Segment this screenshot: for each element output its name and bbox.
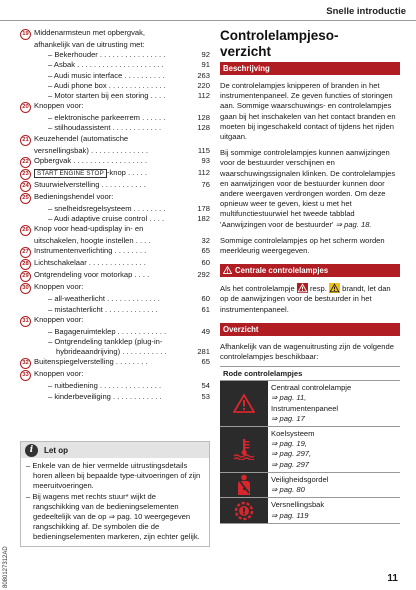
toc-row [20,71,210,81]
item-number-badge: 27 [20,247,31,258]
toc-page-ref[interactable]: 92 [201,50,210,60]
item-number-badge: 30 [20,283,31,294]
header-divider [0,20,416,21]
toc-page-ref[interactable]: 93 [201,155,210,165]
toc-row [20,60,210,70]
item-number-badge: 28 [20,259,31,270]
red-warning-icon [297,283,308,293]
info-icon: i [25,444,38,457]
paragraph: Afhankelijk van de wagenuitrusting zijn de volgende controlelampjes beschikbaar: [220,341,394,362]
toc-label: – Asbak . . . . . . . . . . . . . . . . . . . . . [48,60,164,70]
toc-row [20,146,210,156]
toc-label: START ENGINE STOP -knop . . . . . [34,168,188,179]
toc-label: Knoppen voor: [34,282,84,292]
item-number-badge: 19 [20,29,31,40]
paragraph: Als het controlelampje resp. brandt, let dan op de aanwijzingen voor de bestuurder in het instrumentenpaneel. [220,284,391,314]
toc-row [20,357,210,369]
page-ref-link[interactable]: ⇒ pag. 297 [271,459,310,469]
toc-label: – Audi adaptive cruise control . . . . [48,214,165,224]
toc-row [20,204,210,214]
paragraph: Bij sommige controlelampjes kunnen aanwijzingen voor de bestuurder verschijnen en waarschuwingssignalen klinken. De controlelampjes en aanwijzingen voor de bestuurder kunnen door andere weergaven verdrongen worden. Om deze opnieuw weer te geven, kiest u met het multifunctiestuurwiel het tweede tabblad 'Aanwijzingen voor de bestuurder' ⇒ pag. 18. [220,148,396,229]
toc-row [20,180,210,192]
toc-page-ref[interactable]: 53 [201,391,210,401]
toc-label: – mistachterlicht . . . . . . . . . . . . . [48,304,158,314]
toc-row [20,113,210,123]
note-header [21,442,209,458]
toc-page-ref[interactable]: 220 [197,80,210,90]
toc-page-ref[interactable]: 178 [197,203,210,213]
start-engine-stop-button-label: START ENGINE STOP [34,169,107,178]
toc-label: – Bekerhouder . . . . . . . . . . . . . . . . [48,50,166,60]
note-title: Let op [44,445,68,455]
toc-label: uitschakelen, hoogte instellen . . . . [34,236,151,246]
toc-row [20,282,210,294]
paragraph: De controlelampjes knipperen of branden in het instrumentenpaneel. Ze geven functies of storingen aan. Sommige waarschuwings- en controlelampjes gaan bij het inschakelen van het contact branden en moeten bij ingeschakeld contact of tijdens het rijden uitgaan. [220,81,396,142]
toc-page-ref[interactable]: 263 [197,70,210,80]
toc-page-ref[interactable]: 112 [197,91,210,101]
indicator-label: Centraal controlelampje [271,383,352,393]
toc-row [20,392,210,402]
toc-row [20,258,210,270]
indicator-label: Koelsysteem [271,429,315,439]
toc-label: Knop voor head-updisplay in- en [34,224,144,234]
item-number-badge: 22 [20,157,31,168]
toc-row [20,381,210,391]
gearbox-icon [220,498,268,522]
toc-page-ref[interactable]: 60 [201,258,210,268]
section-bar-overview: Overzicht [220,323,400,336]
page-header [0,0,416,20]
toc-page-ref[interactable]: 60 [201,294,210,304]
item-number-badge: 26 [20,225,31,236]
page-ref-link[interactable]: ⇒ pag. 19, [271,439,307,449]
note-body [21,458,209,546]
toc-row [20,347,210,357]
toc-label: Middenarmsteun met opbergvak, [34,28,146,37]
page-ref-link[interactable]: ⇒ pag. 11, [271,393,307,403]
toc-page-ref[interactable]: 281 [197,347,210,357]
toc-label: Buitenspiegelverstelling . . . . . . . . [34,357,148,367]
toc-row [20,91,210,101]
toc-label: versnellingsbak) . . . . . . . . . . . . . . [34,145,148,155]
toc-row [20,28,210,40]
item-number-badge: 29 [20,271,31,282]
warning-triangle-icon [223,266,232,274]
item-number-badge: 21 [20,135,31,146]
item-number-badge: 25 [20,193,31,204]
page-number: 11 [387,573,398,584]
indicator-row [220,381,400,427]
toc-label: Knoppen voor: [34,101,84,111]
toc-page-ref[interactable]: 76 [201,179,210,189]
toc-row [20,294,210,304]
page-ref-link[interactable]: ⇒ pag. 80 [271,485,305,495]
toc-label: – ruitbediening . . . . . . . . . . . . . . . [48,381,162,391]
toc-page-ref[interactable]: 65 [201,246,210,256]
section-bar-central: Centrale controlelampjes [220,264,400,277]
toc-list [20,28,210,402]
toc-label: Stuurwielverstelling . . . . . . . . . . . [34,179,146,189]
toc-label: Lichtschakelaar . . . . . . . . . . . . . . [34,258,146,268]
toc-label: – all-weatherlicht . . . . . . . . . . . . . [48,294,160,304]
indicator-row [220,427,400,473]
toc-row [20,369,210,381]
indicator-table [220,366,400,523]
toc-row [20,156,210,168]
toc-row [20,81,210,91]
toc-label: – snelheidsregelsysteem . . . . . . . . [48,203,166,213]
toc-page-ref[interactable]: 54 [201,381,210,391]
toc-label: afhankelijk van de uitrusting met: [34,40,145,49]
toc-row [20,246,210,258]
toc-label: – Audi phone box . . . . . . . . . . . . . . [48,80,166,90]
toc-row [20,337,210,347]
toc-label: Knoppen voor: [34,369,84,379]
toc-row [20,236,210,246]
side-code: 8080127312AD [3,546,9,588]
page-ref-link[interactable]: ⇒ pag. 18. [335,219,372,229]
toc-label: Ontgrendeling voor motorkap . . . . [34,270,150,280]
table-header: Rode controlelampjes [220,367,400,381]
indicator-row [220,473,400,498]
toc-page-ref[interactable]: 49 [201,326,210,336]
note-item: – Enkele van de hier vermelde uitrustingsdetails horen alleen bij bepaalde type-uitvoeringen of zijn meeruitvoeringen. [26,461,201,491]
toc-row [20,270,210,282]
toc-row [20,50,210,60]
section-bar-description: Beschrijving [220,62,400,75]
toc-label: – stilhoudassistent . . . . . . . . . . . . [48,123,162,133]
page-ref-link[interactable]: ⇒ pag. 297, [271,449,312,459]
toc-label: Instrumentenverlichting . . . . . . . . [34,246,147,256]
toc-page-ref[interactable]: 128 [197,113,210,123]
toc-row [20,101,210,113]
item-number-badge: 20 [20,102,31,113]
yellow-warning-icon [329,283,340,293]
toc-label: – Ontgrendeling tankklep (plug-in- [48,337,163,347]
toc-page-ref[interactable]: 292 [197,270,210,280]
note-box [20,441,210,547]
toc-row [20,168,210,180]
toc-row [20,134,210,146]
toc-page-ref[interactable]: 182 [197,214,210,224]
section-title: Controlelampjeso- verzicht [220,28,339,59]
note-item: – Bij wagens met rechts stuur* wijkt de rangschikking van de bedieningselementen gedeeltelijk van de op ⇒ pag. 10 weergegeven rangschikking af. De symbolen die de bedieningselementen markeren, zijn echter gelijk. [26,491,200,542]
item-number-badge: 33 [20,370,31,381]
warning-triangle-icon [220,381,268,426]
toc-label: – Motor starten bij een storing . . . . [48,91,166,101]
toc-row [20,315,210,327]
toc-row [20,327,210,337]
toc-label: – kinderbeveiliging . . . . . . . . . . . . [48,391,162,401]
toc-page-ref[interactable]: 32 [201,236,210,246]
toc-page-ref[interactable]: 61 [201,304,210,314]
page-ref-link[interactable]: ⇒ pag. 119 [271,510,309,520]
toc-row [20,192,210,204]
toc-page-ref[interactable]: 115 [197,145,210,155]
seatbelt-icon [220,473,268,497]
toc-row [20,214,210,224]
toc-label: Opbergvak . . . . . . . . . . . . . . . . . . [34,155,148,165]
toc-label: – Bagageruimteklep . . . . . . . . . . . . [48,326,167,336]
indicator-label: Veiligheidsgordel [271,474,329,484]
toc-label: – elektronische parkeerrem . . . . . . [48,113,166,123]
toc-row [20,224,210,236]
toc-page-ref[interactable]: 65 [201,357,210,367]
paragraph: Sommige controlelampjes op het scherm worden meerkleurig weergegeven. [220,235,385,256]
right-column [220,28,400,524]
item-number-badge: 23 [20,169,31,180]
header-title: Snelle introductie [326,6,406,17]
toc-page-ref[interactable]: 91 [201,60,210,70]
item-number-badge: 24 [20,181,31,192]
toc-label: – Audi music interface . . . . . . . . . . [48,70,165,80]
page-ref-link[interactable]: ⇒ pag. 17 [271,413,305,423]
coolant-temperature-icon [220,427,268,472]
toc-page-ref[interactable]: 112 [197,167,210,177]
item-number-badge: 31 [20,316,31,327]
toc-label: Bedieningshendel voor: [34,191,114,201]
indicator-label: Versnellingsbak [271,500,325,510]
toc-page-ref[interactable]: 128 [197,123,210,133]
toc-row [20,40,210,50]
indicator-row [220,498,400,523]
toc-label: Keuzehendel (automatische [34,133,129,143]
indicator-label: Instrumentenpaneel [271,403,339,413]
toc-label: hybrideaandrijving) . . . . . . . . . . . [56,347,167,357]
toc-row [20,305,210,315]
toc-row [20,123,210,133]
item-number-badge: 32 [20,358,31,369]
toc-label: Knoppen voor: [34,314,84,324]
